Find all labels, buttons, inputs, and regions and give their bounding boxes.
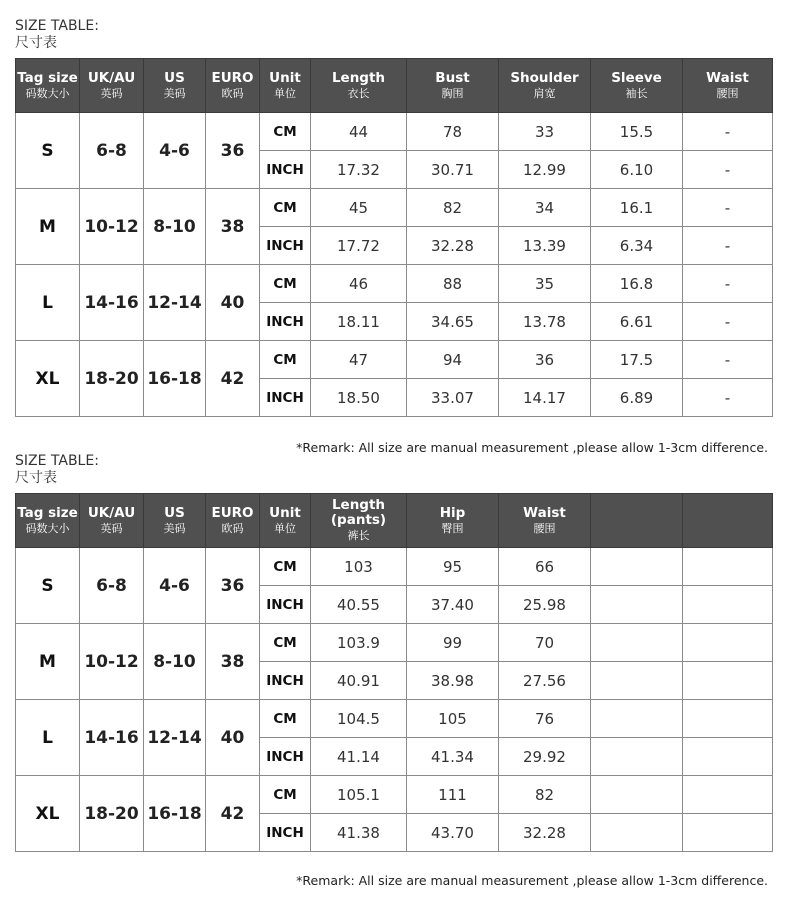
bottom-header-en: Waist xyxy=(523,504,566,521)
measurement-cell: 99 xyxy=(407,624,499,662)
measurement-cell: 45 xyxy=(311,189,407,227)
top-header-cell xyxy=(144,59,206,113)
measurement-cell: 34.65 xyxy=(407,303,499,341)
us-cell: 4-6 xyxy=(144,548,206,624)
measurement-cell: 103 xyxy=(311,548,407,586)
bottom-table-row xyxy=(16,776,773,814)
bottom-header-en: Tag size xyxy=(17,504,78,521)
top-size-table-section xyxy=(15,18,772,417)
size-label-cell: M xyxy=(16,624,80,700)
measurement-cell: 18.50 xyxy=(311,379,407,417)
measurement-cell: 76 xyxy=(499,700,591,738)
bottom-header-en: Hip xyxy=(439,504,466,521)
euro-cell: 40 xyxy=(206,700,260,776)
bottom-size-table-section xyxy=(15,453,772,852)
measurement-cell: 78 xyxy=(407,113,499,151)
measurement-cell xyxy=(591,700,683,738)
measurement-cell: 17.5 xyxy=(591,341,683,379)
unit-inch-cell: INCH xyxy=(260,227,311,265)
measurement-cell: 16.1 xyxy=(591,189,683,227)
bottom-header-cell xyxy=(16,494,80,548)
bottom-header-zh: 臀围 xyxy=(441,521,464,535)
top-header-cell xyxy=(260,59,311,113)
top-header-zh: 美码 xyxy=(163,86,186,100)
measurement-cell xyxy=(591,776,683,814)
euro-cell: 38 xyxy=(206,189,260,265)
top-header-en: Tag size xyxy=(17,69,78,86)
top-header-zh: 胸围 xyxy=(441,86,464,100)
measurement-cell: 70 xyxy=(499,624,591,662)
uk-au-cell: 18-20 xyxy=(80,776,144,852)
bottom-header-zh: 美码 xyxy=(163,521,186,535)
unit-inch-cell: INCH xyxy=(260,303,311,341)
size-label-cell: L xyxy=(16,700,80,776)
measurement-cell: 111 xyxy=(407,776,499,814)
uk-au-cell: 6-8 xyxy=(80,548,144,624)
bottom-header-zh: 欧码 xyxy=(221,521,244,535)
top-header-cell xyxy=(311,59,407,113)
measurement-cell: 94 xyxy=(407,341,499,379)
measurement-cell: 37.40 xyxy=(407,586,499,624)
measurement-cell: - xyxy=(683,189,773,227)
measurement-cell: 82 xyxy=(499,776,591,814)
euro-cell: 42 xyxy=(206,776,260,852)
measurement-cell: 32.28 xyxy=(407,227,499,265)
us-cell: 16-18 xyxy=(144,776,206,852)
top-header-cell xyxy=(80,59,144,113)
measurement-cell: 16.8 xyxy=(591,265,683,303)
top-header-row xyxy=(16,59,773,113)
measurement-cell: 44 xyxy=(311,113,407,151)
uk-au-cell: 6-8 xyxy=(80,113,144,189)
uk-au-cell: 10-12 xyxy=(80,189,144,265)
measurement-cell: 12.99 xyxy=(499,151,591,189)
measurement-cell: 34 xyxy=(499,189,591,227)
unit-inch-cell: INCH xyxy=(260,379,311,417)
top-header-en: Length xyxy=(331,69,386,86)
bottom-header-zh: 腰围 xyxy=(533,521,556,535)
top-header-zh: 腰围 xyxy=(716,86,739,100)
top-table-body xyxy=(16,113,773,417)
bottom-table-row xyxy=(16,548,773,586)
top-header-en: EURO xyxy=(211,69,254,86)
bottom-header-cell xyxy=(80,494,144,548)
unit-inch-cell: INCH xyxy=(260,662,311,700)
measurement-cell: - xyxy=(683,379,773,417)
size-label-cell: S xyxy=(16,548,80,624)
measurement-cell xyxy=(683,700,773,738)
top-header-en: Unit xyxy=(269,69,301,86)
bottom-header-cell xyxy=(683,494,773,548)
top-title-zh: 尺寸表 xyxy=(15,35,57,51)
bottom-header-cell xyxy=(407,494,499,548)
unit-inch-cell: INCH xyxy=(260,586,311,624)
measurement-cell: 6.34 xyxy=(591,227,683,265)
measurement-cell: 18.11 xyxy=(311,303,407,341)
top-header-en: Waist xyxy=(706,69,749,86)
measurement-cell: 35 xyxy=(499,265,591,303)
us-cell: 8-10 xyxy=(144,624,206,700)
unit-cm-cell: CM xyxy=(260,776,311,814)
measurement-cell: 17.32 xyxy=(311,151,407,189)
bottom-title-en: SIZE TABLE: xyxy=(15,453,99,469)
unit-cm-cell: CM xyxy=(260,189,311,227)
uk-au-cell: 14-16 xyxy=(80,700,144,776)
measurement-cell: 105.1 xyxy=(311,776,407,814)
top-header-en: Shoulder xyxy=(510,69,579,86)
measurement-cell: 82 xyxy=(407,189,499,227)
us-cell: 12-14 xyxy=(144,700,206,776)
bottom-table-row xyxy=(16,624,773,662)
us-cell: 8-10 xyxy=(144,189,206,265)
top-size-table xyxy=(15,58,773,417)
measurement-cell xyxy=(683,662,773,700)
euro-cell: 36 xyxy=(206,113,260,189)
top-header-en: US xyxy=(164,69,185,86)
measurement-cell: 105 xyxy=(407,700,499,738)
size-label-cell: M xyxy=(16,189,80,265)
measurement-cell xyxy=(683,738,773,776)
measurement-cell: 38.98 xyxy=(407,662,499,700)
unit-inch-cell: INCH xyxy=(260,738,311,776)
top-remark: *Remark: All size are manual measurement ,please allow 1-3cm difference. xyxy=(296,440,768,455)
top-header-zh: 袖长 xyxy=(625,86,648,100)
measurement-cell: 33 xyxy=(499,113,591,151)
top-table-row xyxy=(16,341,773,379)
unit-cm-cell: CM xyxy=(260,624,311,662)
us-cell: 4-6 xyxy=(144,113,206,189)
bottom-table-row xyxy=(16,700,773,738)
measurement-cell: - xyxy=(683,265,773,303)
measurement-cell xyxy=(683,814,773,852)
measurement-cell: 88 xyxy=(407,265,499,303)
bottom-header-en: Unit xyxy=(269,504,301,521)
top-table-row xyxy=(16,113,773,151)
measurement-cell: 40.55 xyxy=(311,586,407,624)
measurement-cell: 17.72 xyxy=(311,227,407,265)
bottom-header-zh: 单位 xyxy=(274,521,296,535)
bottom-size-table xyxy=(15,493,773,852)
measurement-cell xyxy=(683,776,773,814)
measurement-cell xyxy=(591,662,683,700)
top-header-en: Bust xyxy=(435,69,470,86)
top-header-zh: 肩宽 xyxy=(533,86,556,100)
measurement-cell: 14.17 xyxy=(499,379,591,417)
bottom-header-zh: 裤长 xyxy=(347,529,370,542)
bottom-table-body xyxy=(16,548,773,852)
euro-cell: 42 xyxy=(206,341,260,417)
measurement-cell: 27.56 xyxy=(499,662,591,700)
measurement-cell: 29.92 xyxy=(499,738,591,776)
measurement-cell: - xyxy=(683,341,773,379)
measurement-cell xyxy=(683,548,773,586)
measurement-cell: 40.91 xyxy=(311,662,407,700)
bottom-header-en: US xyxy=(164,504,185,521)
top-header-zh: 码数大小 xyxy=(25,86,70,100)
unit-cm-cell: CM xyxy=(260,113,311,151)
bottom-header-cell xyxy=(591,494,683,548)
measurement-cell xyxy=(591,814,683,852)
top-header-cell xyxy=(591,59,683,113)
bottom-header-en: EURO xyxy=(211,504,254,521)
top-header-cell xyxy=(499,59,591,113)
size-label-cell: XL xyxy=(16,776,80,852)
uk-au-cell: 10-12 xyxy=(80,624,144,700)
top-header-zh: 英码 xyxy=(100,86,123,100)
measurement-cell: 33.07 xyxy=(407,379,499,417)
top-table-row xyxy=(16,189,773,227)
measurement-cell: 13.78 xyxy=(499,303,591,341)
euro-cell: 36 xyxy=(206,548,260,624)
euro-cell: 38 xyxy=(206,624,260,700)
size-label-cell: L xyxy=(16,265,80,341)
bottom-header-cell xyxy=(311,494,407,548)
us-cell: 12-14 xyxy=(144,265,206,341)
measurement-cell xyxy=(683,624,773,662)
measurement-cell: 46 xyxy=(311,265,407,303)
bottom-header-zh: 英码 xyxy=(100,521,123,535)
measurement-cell: 32.28 xyxy=(499,814,591,852)
measurement-cell: 95 xyxy=(407,548,499,586)
top-title-en: SIZE TABLE: xyxy=(15,18,99,34)
bottom-remark: *Remark: All size are manual measurement ,please allow 1-3cm difference. xyxy=(296,873,768,888)
measurement-cell: 15.5 xyxy=(591,113,683,151)
measurement-cell: 41.14 xyxy=(311,738,407,776)
size-label-cell: S xyxy=(16,113,80,189)
unit-inch-cell: INCH xyxy=(260,151,311,189)
us-cell: 16-18 xyxy=(144,341,206,417)
measurement-cell: 104.5 xyxy=(311,700,407,738)
measurement-cell: - xyxy=(683,303,773,341)
measurement-cell: 6.89 xyxy=(591,379,683,417)
bottom-header-row xyxy=(16,494,773,548)
measurement-cell: 47 xyxy=(311,341,407,379)
measurement-cell xyxy=(591,738,683,776)
top-header-zh: 单位 xyxy=(274,86,296,100)
measurement-cell: 13.39 xyxy=(499,227,591,265)
unit-cm-cell: CM xyxy=(260,700,311,738)
measurement-cell: 43.70 xyxy=(407,814,499,852)
top-header-cell xyxy=(407,59,499,113)
bottom-header-zh: 码数大小 xyxy=(25,521,70,535)
top-header-zh: 衣长 xyxy=(347,86,370,100)
top-header-cell xyxy=(16,59,80,113)
top-header-cell xyxy=(683,59,773,113)
bottom-header-en: Length (pants) xyxy=(330,497,387,528)
unit-cm-cell: CM xyxy=(260,548,311,586)
measurement-cell: 30.71 xyxy=(407,151,499,189)
measurement-cell: - xyxy=(683,227,773,265)
bottom-title-zh: 尺寸表 xyxy=(15,470,57,486)
measurement-cell xyxy=(683,586,773,624)
measurement-cell: 41.38 xyxy=(311,814,407,852)
top-table-row xyxy=(16,265,773,303)
euro-cell: 40 xyxy=(206,265,260,341)
measurement-cell: - xyxy=(683,113,773,151)
bottom-header-cell xyxy=(206,494,260,548)
measurement-cell: 36 xyxy=(499,341,591,379)
measurement-cell: 6.61 xyxy=(591,303,683,341)
unit-inch-cell: INCH xyxy=(260,814,311,852)
size-label-cell: XL xyxy=(16,341,80,417)
top-header-zh: 欧码 xyxy=(221,86,244,100)
measurement-cell xyxy=(591,548,683,586)
top-header-en: UK/AU xyxy=(87,69,136,86)
measurement-cell: 25.98 xyxy=(499,586,591,624)
measurement-cell: - xyxy=(683,151,773,189)
measurement-cell: 41.34 xyxy=(407,738,499,776)
top-header-en: Sleeve xyxy=(611,69,662,86)
measurement-cell: 6.10 xyxy=(591,151,683,189)
uk-au-cell: 14-16 xyxy=(80,265,144,341)
unit-cm-cell: CM xyxy=(260,341,311,379)
bottom-header-en: UK/AU xyxy=(87,504,136,521)
bottom-header-cell xyxy=(499,494,591,548)
measurement-cell: 66 xyxy=(499,548,591,586)
bottom-header-cell xyxy=(144,494,206,548)
measurement-cell: 103.9 xyxy=(311,624,407,662)
bottom-header-cell xyxy=(260,494,311,548)
unit-cm-cell: CM xyxy=(260,265,311,303)
measurement-cell xyxy=(591,624,683,662)
uk-au-cell: 18-20 xyxy=(80,341,144,417)
top-header-cell xyxy=(206,59,260,113)
measurement-cell xyxy=(591,586,683,624)
